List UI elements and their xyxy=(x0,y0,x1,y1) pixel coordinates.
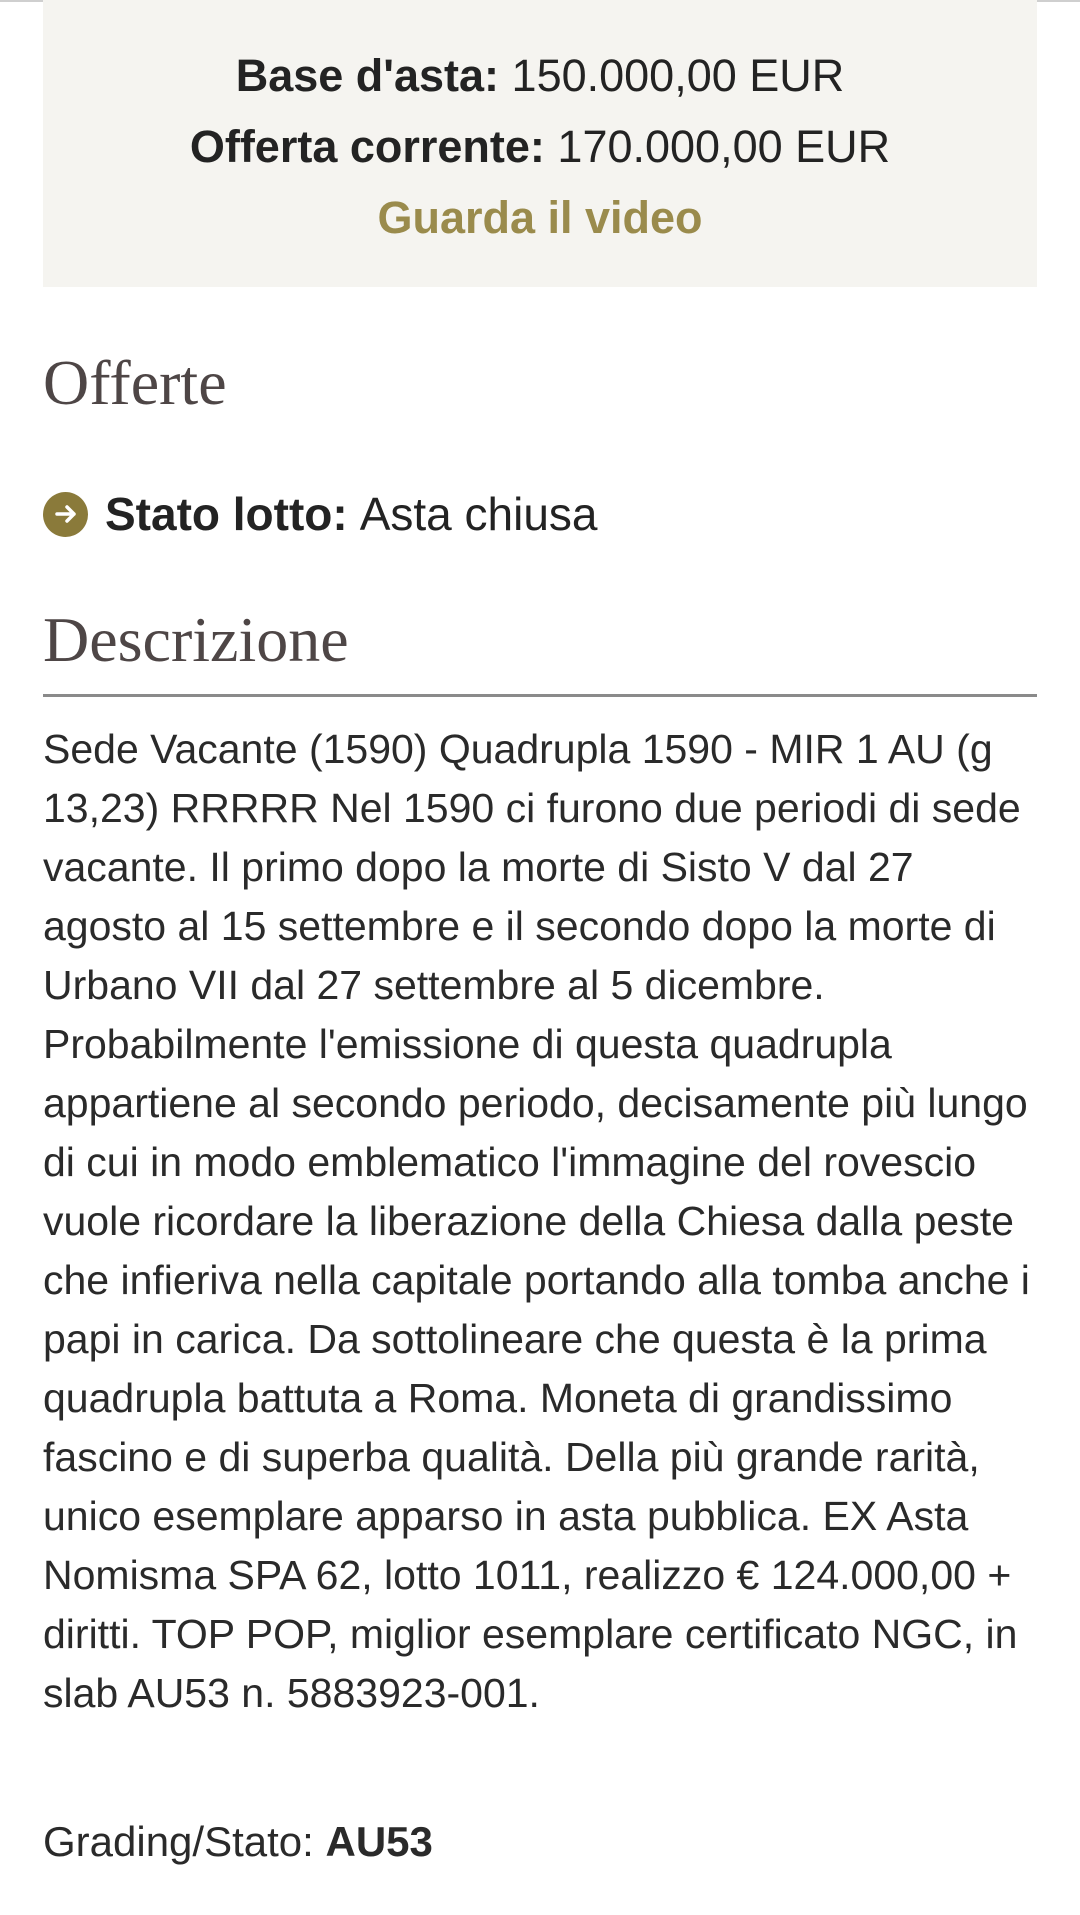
arrow-right-circle-icon xyxy=(43,492,88,537)
watch-video-link[interactable]: Guarda il video xyxy=(377,192,703,243)
grading-line xyxy=(43,1812,433,1872)
current-offer-label: Offerta corrente: xyxy=(189,121,545,172)
lot-status-label: Stato lotto: xyxy=(105,488,348,540)
description-text: Sede Vacante (1590) Quadrupla 1590 - MIR 1 AU (g 13,23) RRRRR Nel 1590 ci furono due periodi di sede vacante. Il primo dopo la morte di Sisto V dal 27 agosto al 15 settembre e il secondo dopo la morte di Urbano VII dal 27 settembre al 5 dicembre. Probabilmente l'emissione di questa quadrupla appartiene al secondo periodo, decisamente più lungo di cui in modo emblematico l'immagine del rovescio vuole ricordare la liberazione della Chiesa dalla peste che infieriva nella capitale portando alla tomba anche i papi in carica. Da sottolineare che questa è la prima quadrupla battuta a Roma. Moneta di grandissimo fascino e di superba qualità. Della più grande rarità, unico esemplare apparso in asta pubblica. EX Asta Nomisma SPA 62, lotto 1011, realizzo € 124.000,00 + diritti. TOP POP, miglior esemplare certificato NGC, in slab AU53 n. 5883923-001. xyxy=(43,726,1030,1716)
base-price-label: Base d'asta: xyxy=(235,50,500,101)
current-offer-line xyxy=(43,117,1037,177)
grading-value: AU53 xyxy=(325,1818,433,1865)
description-title: Descrizione xyxy=(43,604,349,675)
price-summary-box xyxy=(43,0,1037,287)
grading-label: Grading/Stato: xyxy=(43,1818,314,1865)
base-price-line xyxy=(43,46,1037,106)
offers-title: Offerte xyxy=(43,347,227,418)
base-price-value: 150.000,00 EUR xyxy=(511,50,845,101)
description-divider xyxy=(43,694,1037,697)
lot-status xyxy=(43,484,598,544)
current-offer-value: 170.000,00 EUR xyxy=(557,121,891,172)
lot-status-value: Asta chiusa xyxy=(359,488,598,540)
